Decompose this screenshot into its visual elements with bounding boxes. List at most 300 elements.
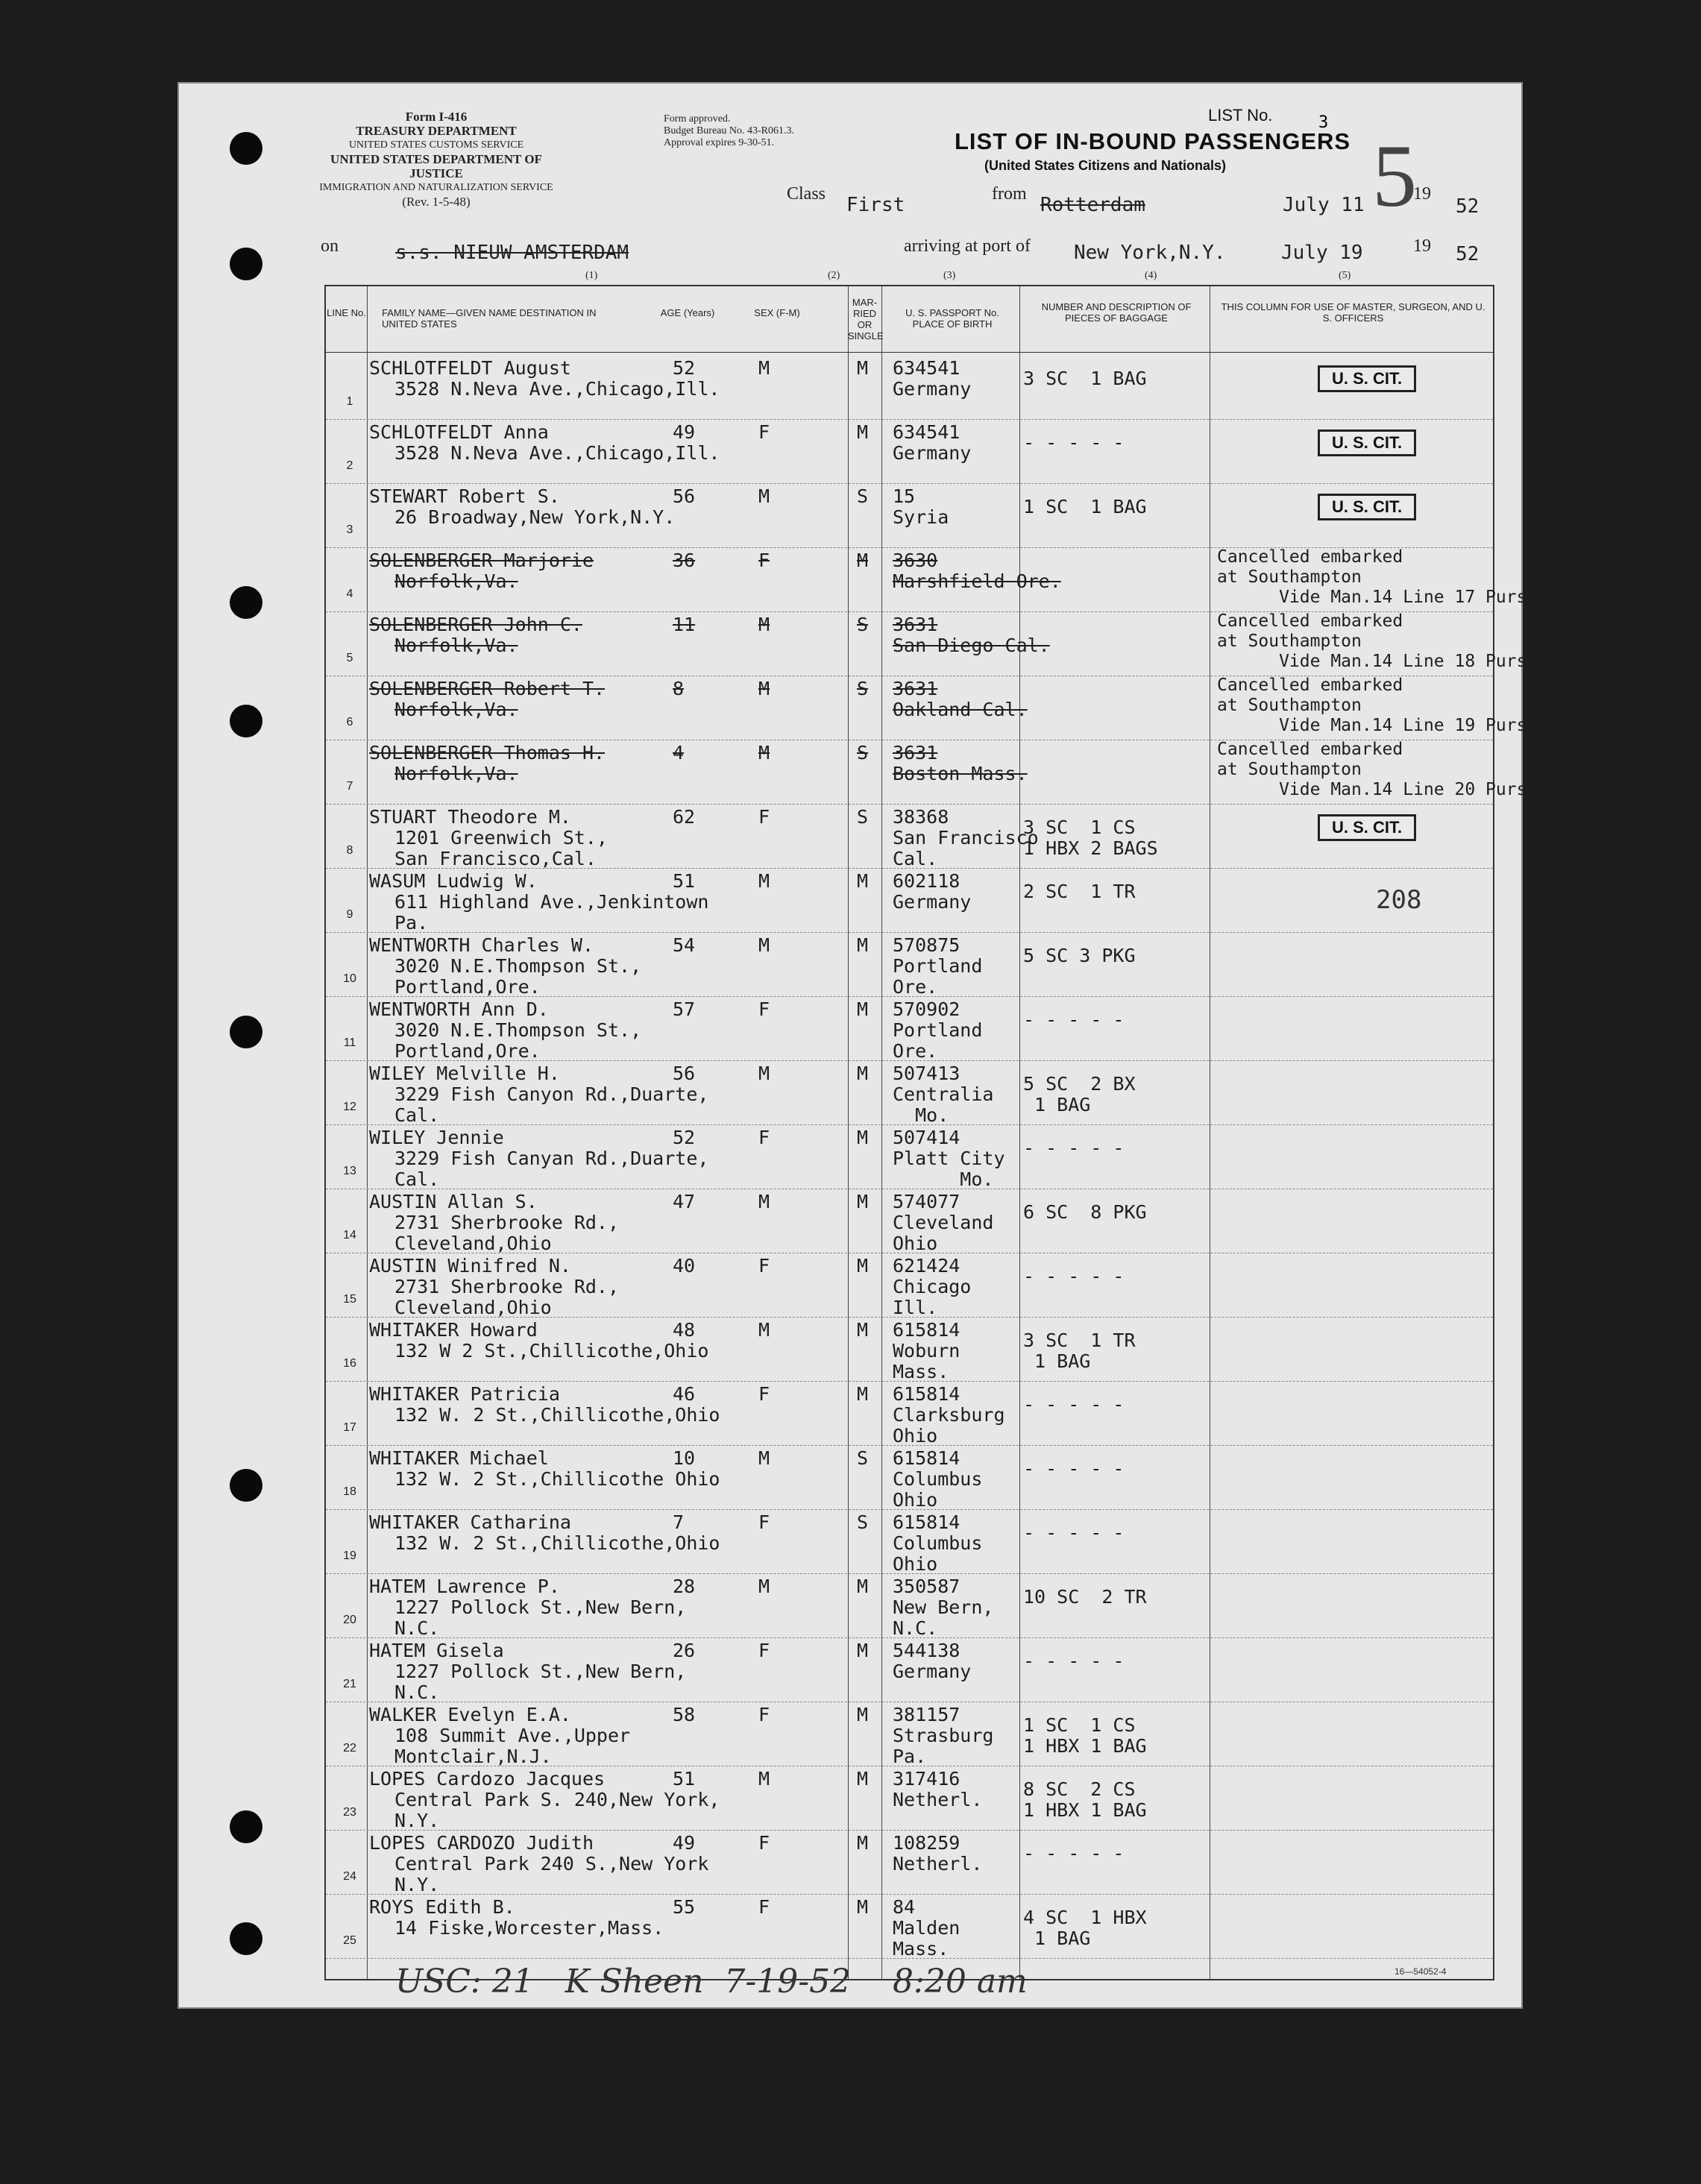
arriving-label: arriving at port of: [904, 236, 1031, 256]
table-row: [326, 419, 1493, 483]
col-header-name: FAMILY NAME—GIVEN NAME DESTINATION IN UNITED STATES: [382, 307, 597, 330]
baggage-description: - - - - -: [1023, 1522, 1125, 1543]
passenger-name: HATEM Gisela: [369, 1640, 504, 1661]
passport-number: 602118: [893, 870, 960, 892]
passenger-name: WHITAKER Patricia: [369, 1383, 560, 1405]
passenger-age: 52: [673, 1127, 696, 1148]
passport-number: 3631: [893, 742, 938, 764]
passport-number: 84: [893, 1896, 916, 1918]
line-number: 7: [346, 780, 353, 793]
passenger-age: 55: [673, 1896, 696, 1918]
passenger-address: 3229 Fish Canyon Rd.,Duarte, Cal.: [394, 1083, 709, 1126]
passenger-name: WENTWORTH Charles W.: [369, 934, 594, 956]
manifest-page: [179, 84, 1558, 2007]
issuer-treasury: TREASURY DEPARTMENT: [356, 124, 517, 138]
us-citizen-stamp: U. S. CIT.: [1318, 365, 1416, 392]
passenger-sex: F: [758, 806, 770, 828]
line-number: 24: [343, 1870, 356, 1883]
col-header-line: LINE No.: [327, 307, 366, 318]
passenger-age: 58: [673, 1704, 696, 1725]
class-value: First: [846, 194, 905, 216]
place-of-birth: Woburn Mass.: [893, 1340, 960, 1382]
passenger-age: 51: [673, 1768, 696, 1790]
place-of-birth: Germany: [893, 378, 972, 400]
passenger-address: Norfolk,Va.: [394, 635, 518, 656]
table-row: [326, 483, 1493, 547]
passenger-table: [324, 285, 1558, 1980]
passenger-age: 48: [673, 1319, 696, 1341]
place-of-birth: Platt City Mo.: [893, 1148, 1005, 1190]
line-number: 20: [343, 1614, 356, 1626]
table-row: [326, 355, 1493, 419]
approval-line-1: Form approved.: [664, 113, 731, 125]
binder-hole: [230, 705, 262, 737]
passenger-sex: F: [758, 998, 770, 1020]
table-row: [326, 1124, 1493, 1189]
passenger-sex: M: [758, 742, 770, 764]
passenger-name: STUART Theodore M.: [369, 806, 571, 828]
side-note-number: 208: [1376, 885, 1422, 915]
issuer-justice: UNITED STATES DEPARTMENT OF JUSTICE: [330, 152, 542, 180]
passport-number: 570902: [893, 998, 960, 1020]
place-of-birth: Germany: [893, 1661, 972, 1682]
page-subtitle: (United States Citizens and Nationals): [984, 158, 1227, 173]
marital-status: S: [857, 1447, 869, 1469]
arrival-date: July 19: [1281, 242, 1363, 264]
passenger-address: 132 W 2 St.,Chillicothe,Ohio: [394, 1340, 709, 1362]
passenger-sex: F: [758, 1383, 770, 1405]
us-citizen-stamp: U. S. CIT.: [1318, 494, 1416, 520]
passenger-address: 14 Fiske,Worcester,Mass.: [394, 1917, 664, 1939]
passenger-sex: M: [758, 1191, 770, 1212]
passenger-age: 36: [673, 550, 696, 571]
arrival-port: New York,N.Y.: [1074, 242, 1226, 264]
passenger-name: STEWART Robert S.: [369, 485, 560, 507]
place-of-birth: Marshfield Ore.: [893, 570, 1061, 592]
col-num-4: (4): [1145, 270, 1157, 281]
passenger-name: SOLENBERGER Robert T.: [369, 678, 606, 699]
place-of-birth: Netherl.: [893, 1853, 983, 1875]
baggage-description: 3 SC 1 CS 1 HBX 2 BAGS: [1023, 816, 1158, 859]
marital-status: M: [857, 998, 869, 1020]
passenger-address: Central Park 240 S.,New York N.Y.: [394, 1853, 709, 1895]
baggage-description: - - - - -: [1023, 1842, 1125, 1864]
line-number: 4: [346, 588, 353, 600]
passenger-address: 2731 Sherbrooke Rd., Cleveland,Ohio: [394, 1276, 620, 1318]
baggage-description: 5 SC 2 BX 1 BAG: [1023, 1073, 1136, 1115]
baggage-description: 5 SC 3 PKG: [1023, 945, 1136, 966]
form-code: 16—54052-4: [1395, 1966, 1447, 1977]
passenger-age: 4: [673, 742, 685, 764]
passenger-sex: M: [758, 1768, 770, 1790]
marital-status: M: [857, 1127, 869, 1148]
passenger-age: 49: [673, 1832, 696, 1854]
row-divider: [326, 1958, 1493, 1959]
table-row: [326, 1573, 1493, 1637]
passport-number: 544138: [893, 1640, 960, 1661]
passenger-address: 132 W. 2 St.,Chillicothe Ohio: [394, 1468, 720, 1490]
line-number: 3: [346, 523, 353, 536]
place-of-birth: Chicago Ill.: [893, 1276, 972, 1318]
place-of-birth: Columbus Ohio: [893, 1532, 983, 1575]
col-header-married: MAR-RIED OR SINGLE: [848, 297, 884, 342]
passenger-sex: F: [758, 1255, 770, 1277]
passenger-name: WHITAKER Catharina: [369, 1511, 571, 1533]
passenger-sex: M: [758, 1447, 770, 1469]
us-citizen-stamp: U. S. CIT.: [1318, 429, 1416, 456]
passenger-address: 3020 N.E.Thompson St., Portland,Ore.: [394, 1019, 642, 1062]
baggage-description: 4 SC 1 HBX 1 BAG: [1023, 1907, 1147, 1949]
on-label: on: [321, 236, 339, 256]
passenger-age: 40: [673, 1255, 696, 1277]
marital-status: S: [857, 806, 869, 828]
passenger-sex: M: [758, 678, 770, 699]
bottom-handwriting: USC: 21 K Sheen 7-19-52 8:20 am: [395, 1963, 1028, 2001]
col-header-age: AGE (Years): [660, 307, 715, 318]
passenger-address: Norfolk,Va.: [394, 699, 518, 720]
departure-year-prefix: 19: [1413, 184, 1431, 204]
table-row: [326, 1894, 1493, 1958]
line-number: 8: [346, 844, 353, 857]
binder-hole: [230, 248, 262, 280]
line-number: 22: [343, 1742, 356, 1755]
page-title: LIST OF IN-BOUND PASSENGERS: [955, 128, 1351, 154]
marital-status: M: [857, 421, 869, 443]
baggage-description: - - - - -: [1023, 1009, 1125, 1030]
baggage-description: 2 SC 1 TR: [1023, 881, 1136, 902]
marital-status: M: [857, 1576, 869, 1597]
place-of-birth: Oakland Cal.: [893, 699, 1028, 720]
marital-status: S: [857, 1511, 869, 1533]
cancellation-remark: Cancelled embarked at Southampton Vide Man.14 Line 17 Purser:: [1217, 547, 1558, 607]
passenger-address: 3528 N.Neva Ave.,Chicago,Ill.: [394, 378, 720, 400]
line-number: 16: [343, 1357, 356, 1370]
passenger-name: WENTWORTH Ann D.: [369, 998, 549, 1020]
table-row: [326, 1702, 1493, 1766]
passenger-name: SOLENBERGER Thomas H.: [369, 742, 606, 764]
place-of-birth: Centralia Mo.: [893, 1083, 994, 1126]
passenger-name: SCHLOTFELDT Anna: [369, 421, 549, 443]
binder-hole: [230, 1016, 262, 1048]
marital-status: S: [857, 485, 869, 507]
passenger-sex: F: [758, 550, 770, 571]
form-revision: (Rev. 1-5-48): [402, 195, 471, 209]
line-number: 6: [346, 716, 353, 728]
line-number: 18: [343, 1485, 356, 1498]
line-number: 14: [343, 1229, 356, 1242]
departure-date: July 11: [1283, 194, 1365, 216]
marital-status: M: [857, 934, 869, 956]
passenger-age: 49: [673, 421, 696, 443]
line-number: 1: [346, 395, 353, 408]
passenger-name: WILEY Jennie: [369, 1127, 504, 1148]
passenger-age: 62: [673, 806, 696, 828]
place-of-birth: Netherl.: [893, 1789, 983, 1810]
passenger-address: Norfolk,Va.: [394, 763, 518, 784]
passport-number: 350587: [893, 1576, 960, 1597]
form-issuer-block: [313, 110, 559, 209]
passenger-age: 28: [673, 1576, 696, 1597]
baggage-description: 1 SC 1 BAG: [1023, 496, 1147, 517]
place-of-birth: Portland Ore.: [893, 955, 983, 998]
col-num-1: (1): [585, 270, 598, 281]
place-of-birth: Columbus Ohio: [893, 1468, 983, 1511]
table-row: [326, 804, 1493, 868]
passenger-name: AUSTIN Winifred N.: [369, 1255, 571, 1277]
baggage-description: 10 SC 2 TR: [1023, 1586, 1147, 1608]
table-row: [326, 740, 1558, 804]
passenger-sex: M: [758, 485, 770, 507]
passport-number: 570875: [893, 934, 960, 956]
table-row: [326, 1253, 1493, 1317]
passport-number: 15: [893, 485, 916, 507]
passenger-address: 108 Summit Ave.,Upper Montclair,N.J.: [394, 1725, 631, 1767]
marital-status: M: [857, 1383, 869, 1405]
cancellation-remark: Cancelled embarked at Southampton Vide Man.14 Line 20 Purser:: [1217, 740, 1558, 799]
passenger-address: 2731 Sherbrooke Rd., Cleveland,Ohio: [394, 1212, 620, 1254]
table-row: [326, 1637, 1493, 1702]
form-number: Form I-416: [405, 110, 468, 124]
marital-status: M: [857, 1704, 869, 1725]
marital-status: M: [857, 1896, 869, 1918]
col-header-passport: U. S. PASSPORT No. PLACE OF BIRTH: [905, 307, 999, 330]
passenger-sex: M: [758, 934, 770, 956]
marital-status: M: [857, 1768, 869, 1790]
passenger-name: ROYS Edith B.: [369, 1896, 515, 1918]
table-row: [326, 1766, 1493, 1830]
place-of-birth: Clarksburg Ohio: [893, 1404, 1005, 1447]
passenger-address: 3229 Fish Canyan Rd.,Duarte, Cal.: [394, 1148, 709, 1190]
table-row: [326, 1830, 1493, 1894]
passenger-address: 1201 Greenwich St., San Francisco,Cal.: [394, 827, 608, 869]
passenger-address: 611 Highland Ave.,Jenkintown Pa.: [394, 891, 709, 934]
passport-number: 615814: [893, 1511, 960, 1533]
col-num-2: (2): [828, 270, 840, 281]
passenger-name: SCHLOTFELDT August: [369, 357, 571, 379]
passport-number: 108259: [893, 1832, 960, 1854]
marital-status: M: [857, 1640, 869, 1661]
table-row: [326, 1189, 1493, 1253]
passenger-age: 47: [673, 1191, 696, 1212]
place-of-birth: Syria: [893, 506, 949, 528]
passenger-name: HATEM Lawrence P.: [369, 1576, 560, 1597]
passenger-age: 56: [673, 485, 696, 507]
passenger-name: AUSTIN Allan S.: [369, 1191, 538, 1212]
passenger-age: 46: [673, 1383, 696, 1405]
passenger-sex: F: [758, 1832, 770, 1854]
cancellation-remark: Cancelled embarked at Southampton Vide Man.14 Line 19 Purser:: [1217, 676, 1558, 735]
passenger-sex: M: [758, 1576, 770, 1597]
binder-hole: [230, 586, 262, 619]
place-of-birth: Germany: [893, 442, 972, 464]
baggage-description: - - - - -: [1023, 1265, 1125, 1287]
passenger-name: WASUM Ludwig W.: [369, 870, 538, 892]
passport-number: 3631: [893, 614, 938, 635]
approval-line-2: Budget Bureau No. 43-R061.3.: [664, 125, 794, 136]
list-no-label: LIST No.: [1208, 106, 1273, 125]
baggage-description: - - - - -: [1023, 1137, 1125, 1159]
baggage-description: - - - - -: [1023, 432, 1125, 453]
col-header-remarks: THIS COLUMN FOR USE OF MASTER, SURGEON, AND U. S. OFFICERS: [1221, 301, 1485, 324]
line-number: 9: [346, 908, 353, 921]
table-row: [326, 676, 1558, 740]
passenger-address: Central Park S. 240,New York, N.Y.: [394, 1789, 720, 1831]
approval-block: [664, 113, 794, 149]
passenger-address: 1227 Pollock St.,New Bern, N.C.: [394, 1661, 687, 1703]
marital-status: M: [857, 1191, 869, 1212]
passenger-name: SOLENBERGER Marjorie: [369, 550, 594, 571]
place-of-birth: San Francisco Cal.: [893, 827, 1039, 869]
passenger-sex: M: [758, 357, 770, 379]
line-number: 2: [346, 459, 353, 472]
passenger-sex: F: [758, 1511, 770, 1533]
approval-line-3: Approval expires 9-30-51.: [664, 137, 775, 148]
passenger-name: LOPES CARDOZO Judith: [369, 1832, 594, 1854]
passport-number: 621424: [893, 1255, 960, 1277]
place-of-birth: New Bern, N.C.: [893, 1596, 994, 1639]
table-row: [326, 932, 1493, 996]
passenger-age: 51: [673, 870, 696, 892]
passenger-address: 132 W. 2 St.,Chillicothe,Ohio: [394, 1404, 720, 1426]
line-number: 19: [343, 1549, 356, 1562]
col-num-3: (3): [943, 270, 956, 281]
passenger-sex: F: [758, 1640, 770, 1661]
passport-number: 317416: [893, 1768, 960, 1790]
col-header-baggage: NUMBER AND DESCRIPTION OF PIECES OF BAGGAGE: [1041, 301, 1192, 324]
passenger-name: LOPES Cardozo Jacques: [369, 1768, 606, 1790]
passenger-age: 8: [673, 678, 685, 699]
arrival-year: 52: [1456, 243, 1480, 265]
passport-number: 3631: [893, 678, 938, 699]
line-number: 12: [343, 1101, 356, 1113]
passenger-age: 54: [673, 934, 696, 956]
passenger-sex: M: [758, 870, 770, 892]
place-of-birth: San Diego Cal.: [893, 635, 1050, 656]
passport-number: 38368: [893, 806, 949, 828]
passport-number: 507414: [893, 1127, 960, 1148]
binder-hole: [230, 1469, 262, 1502]
marital-status: M: [857, 1255, 869, 1277]
passenger-address: 3020 N.E.Thompson St., Portland,Ore.: [394, 955, 642, 998]
baggage-description: - - - - -: [1023, 1458, 1125, 1479]
marital-status: M: [857, 870, 869, 892]
from-label: from: [992, 184, 1027, 204]
list-no-value: 3: [1318, 113, 1329, 132]
table-row: [326, 996, 1493, 1060]
passport-number: 507413: [893, 1063, 960, 1084]
marital-status: M: [857, 1063, 869, 1084]
passport-number: 574077: [893, 1191, 960, 1212]
passenger-address: 1227 Pollock St.,New Bern, N.C.: [394, 1596, 687, 1639]
col-num-5: (5): [1339, 270, 1351, 281]
binder-hole: [230, 1810, 262, 1843]
handwritten-page-number: 5: [1372, 126, 1417, 225]
passenger-age: 56: [673, 1063, 696, 1084]
passport-number: 634541: [893, 357, 960, 379]
table-row: [326, 868, 1493, 932]
passenger-age: 10: [673, 1447, 696, 1469]
passenger-sex: M: [758, 1063, 770, 1084]
passport-number: 615814: [893, 1319, 960, 1341]
passenger-address: 132 W. 2 St.,Chillicothe,Ohio: [394, 1532, 720, 1554]
baggage-description: 8 SC 2 CS 1 HBX 1 BAG: [1023, 1778, 1147, 1821]
place-of-birth: Germany: [893, 891, 972, 913]
passenger-sex: F: [758, 1896, 770, 1918]
table-row: [326, 1060, 1493, 1124]
line-number: 11: [343, 1036, 356, 1049]
issuer-customs: UNITED STATES CUSTOMS SERVICE: [348, 139, 524, 151]
marital-status: S: [857, 742, 869, 764]
marital-status: M: [857, 1319, 869, 1341]
passenger-name: WILEY Melville H.: [369, 1063, 560, 1084]
line-number: 15: [343, 1293, 356, 1306]
place-of-birth: Boston Mass.: [893, 763, 1028, 784]
line-number: 25: [343, 1934, 356, 1947]
from-port: Rotterdam: [1040, 194, 1145, 216]
binder-hole: [230, 1922, 262, 1955]
passenger-name: WHITAKER Howard: [369, 1319, 538, 1341]
passenger-name: WHITAKER Michael: [369, 1447, 549, 1469]
passport-number: 615814: [893, 1447, 960, 1469]
table-row: [326, 1509, 1493, 1573]
passenger-name: WALKER Evelyn E.A.: [369, 1704, 571, 1725]
baggage-description: 1 SC 1 CS 1 HBX 1 BAG: [1023, 1714, 1147, 1757]
passenger-age: 57: [673, 998, 696, 1020]
passenger-age: 26: [673, 1640, 696, 1661]
line-number: 13: [343, 1165, 356, 1177]
marital-status: S: [857, 678, 869, 699]
baggage-description: - - - - -: [1023, 1394, 1125, 1415]
place-of-birth: Cleveland Ohio: [893, 1212, 994, 1254]
issuer-ins: IMMIGRATION AND NATURALIZATION SERVICE: [319, 182, 553, 193]
passport-number: 3630: [893, 550, 938, 571]
passport-number: 381157: [893, 1704, 960, 1725]
marital-status: S: [857, 614, 869, 635]
passenger-age: 7: [673, 1511, 685, 1533]
departure-year: 52: [1456, 195, 1480, 218]
table-row: [326, 547, 1558, 611]
marital-status: M: [857, 1832, 869, 1854]
place-of-birth: Malden Mass.: [893, 1917, 960, 1960]
vessel-name: s.s. NIEUW AMSTERDAM: [395, 242, 629, 264]
passenger-sex: F: [758, 1127, 770, 1148]
passport-number: 615814: [893, 1383, 960, 1405]
passport-number: 634541: [893, 421, 960, 443]
cancellation-remark: Cancelled embarked at Southampton Vide Man.14 Line 18 Purser:: [1217, 611, 1558, 671]
passenger-sex: F: [758, 1704, 770, 1725]
place-of-birth: Strasburg Pa.: [893, 1725, 994, 1767]
baggage-description: - - - - -: [1023, 1650, 1125, 1672]
line-number: 17: [343, 1421, 356, 1434]
line-number: 21: [343, 1678, 356, 1690]
baggage-description: 3 SC 1 TR 1 BAG: [1023, 1329, 1136, 1372]
line-number: 23: [343, 1806, 356, 1819]
line-number: 5: [346, 652, 353, 664]
passenger-address: Norfolk,Va.: [394, 570, 518, 592]
col-header-sex: SEX (F-M): [754, 307, 800, 318]
passenger-sex: M: [758, 614, 770, 635]
passenger-sex: M: [758, 1319, 770, 1341]
marital-status: M: [857, 357, 869, 379]
passenger-address: 26 Broadway,New York,N.Y.: [394, 506, 676, 528]
table-row: [326, 611, 1558, 676]
passenger-age: 11: [673, 614, 696, 635]
arrival-year-prefix: 19: [1413, 236, 1431, 256]
line-number: 10: [343, 972, 356, 985]
passenger-address: 3528 N.Neva Ave.,Chicago,Ill.: [394, 442, 720, 464]
table-row: [326, 1381, 1493, 1445]
passenger-sex: F: [758, 421, 770, 443]
